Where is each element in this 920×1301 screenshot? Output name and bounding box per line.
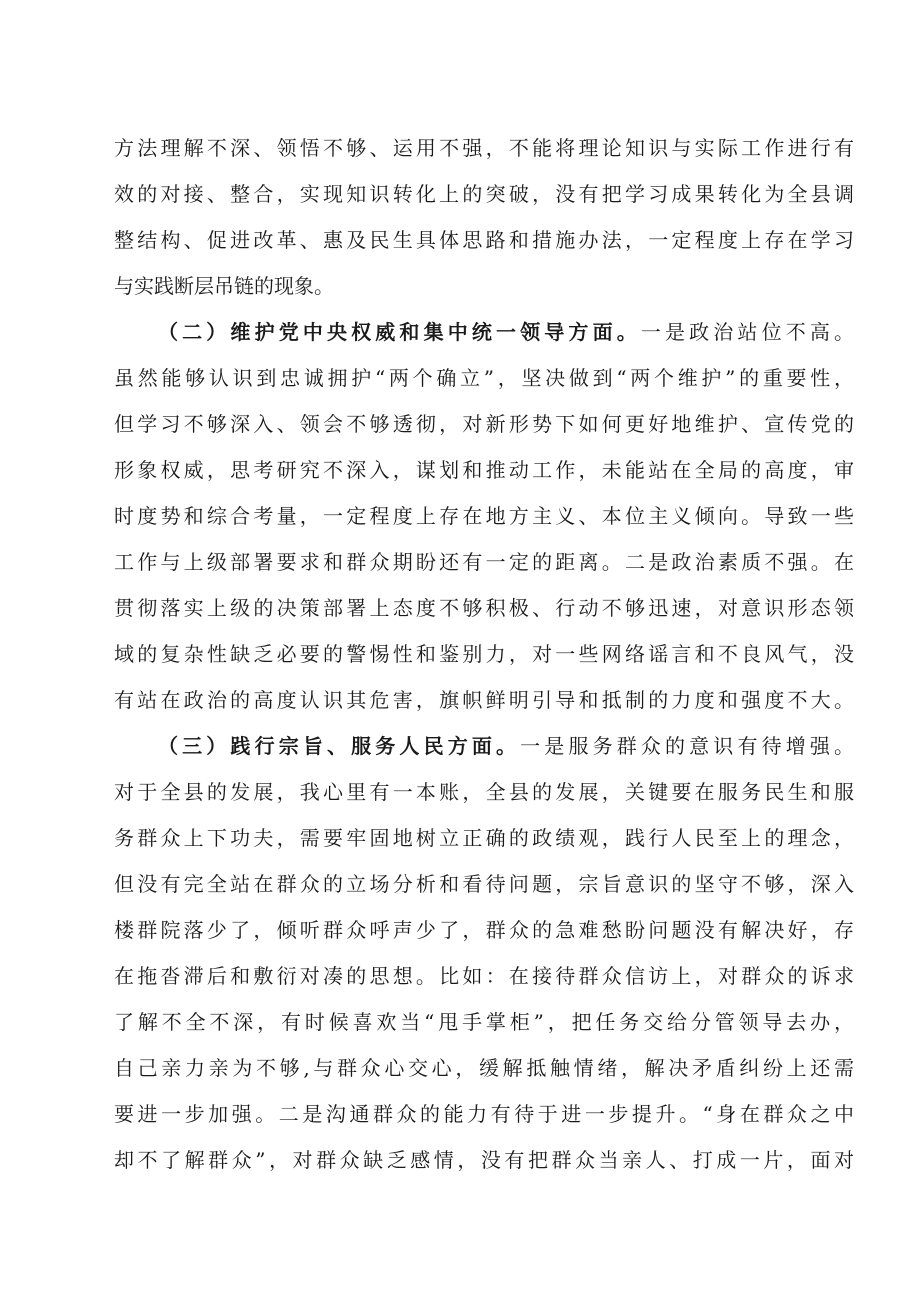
paragraph-3-first-line-text: 一是服务群众的意识有待增强。 bbox=[520, 734, 854, 758]
paragraph-3-line-9: 要进一步加强。二是沟通群众的能力有待于进一步提升。“身在群众之中 bbox=[114, 1102, 854, 1126]
paragraph-3-line-10: 却不了解群众”，对群众缺乏感情，没有把群众当亲人、打成一片，面对 bbox=[114, 1148, 854, 1172]
paragraph-1-line-2: 效的对接、整合，实现知识转化上的突破，没有把学习成果转化为全县调 bbox=[114, 182, 854, 206]
paragraph-3-line-2: 对于全县的发展，我心里有一本账，全县的发展，关键要在服务民生和服 bbox=[114, 780, 854, 804]
paragraph-2-line-7: 贯彻落实上级的决策部署上态度不够积极、行动不够迅速，对意识形态领 bbox=[114, 596, 854, 620]
paragraph-1-line-1: 方法理解不深、领悟不够、运用不强，不能将理论知识与实际工作进行有 bbox=[114, 136, 854, 160]
paragraph-2-line-3: 但学习不够深入、领会不够透彻，对新形势下如何更好地维护、宣传党的 bbox=[114, 412, 854, 436]
paragraph-3-line-5: 楼群院落少了，倾听群众呼声少了，群众的急难愁盼问题没有解决好，存 bbox=[114, 918, 854, 942]
section-heading-2: （二）维护党中央权威和集中统一领导方面。 bbox=[158, 320, 641, 344]
paragraph-3-line-4: 但没有完全站在群众的立场分析和看待问题，宗旨意识的坚守不够，深入 bbox=[114, 872, 854, 896]
paragraph-3-line-8: 自己亲力亲为不够,与群众心交心，缓解抵触情绪，解决矛盾纠纷上还需 bbox=[114, 1056, 854, 1080]
paragraph-2-line-4: 形象权威，思考研究不深入，谋划和推动工作，未能站在全局的高度，审 bbox=[114, 458, 854, 482]
paragraph-3-line-7: 了解不全不深，有时候喜欢当“甩手掌柜”，把任务交给分管领导去办， bbox=[114, 1010, 854, 1034]
paragraph-3-line-6: 在拖沓滞后和敷衍对凑的思想。比如：在接待群众信访上，对群众的诉求 bbox=[114, 964, 854, 988]
section-heading-3: （三）践行宗旨、服务人民方面。 bbox=[158, 734, 521, 758]
paragraph-2-line-2: 虽然能够认识到忠诚拥护“两个确立”，坚决做到“两个维护”的重要性， bbox=[114, 366, 854, 390]
paragraph-2-first-line bbox=[114, 312, 854, 352]
paragraph-2-line-8: 域的复杂性缺乏必要的警惕性和鉴别力，对一些网络谣言和不良风气，没 bbox=[114, 642, 854, 666]
paragraph-3-first-line bbox=[114, 726, 854, 766]
paragraph-3-line-3: 务群众上下功夫，需要牢固地树立正确的政绩观，践行人民至上的理念， bbox=[114, 826, 854, 850]
paragraph-2-first-line-text: 一是政治站位不高。 bbox=[640, 320, 854, 344]
paragraph-2-line-5: 时度势和综合考量，一定程度上存在地方主义、本位主义倾向。导致一些 bbox=[114, 504, 854, 528]
paragraph-1-line-4: 与实践断层吊链的现象。 bbox=[114, 274, 334, 298]
paragraph-2-line-9: 有站在政治的高度认识其危害，旗帜鲜明引导和抵制的力度和强度不大。 bbox=[114, 688, 854, 712]
paragraph-2-line-6: 工作与上级部署要求和群众期盼还有一定的距离。二是政治素质不强。在 bbox=[114, 550, 854, 574]
paragraph-1-line-3: 整结构、促进改革、惠及民生具体思路和措施办法，一定程度上存在学习 bbox=[114, 228, 854, 252]
